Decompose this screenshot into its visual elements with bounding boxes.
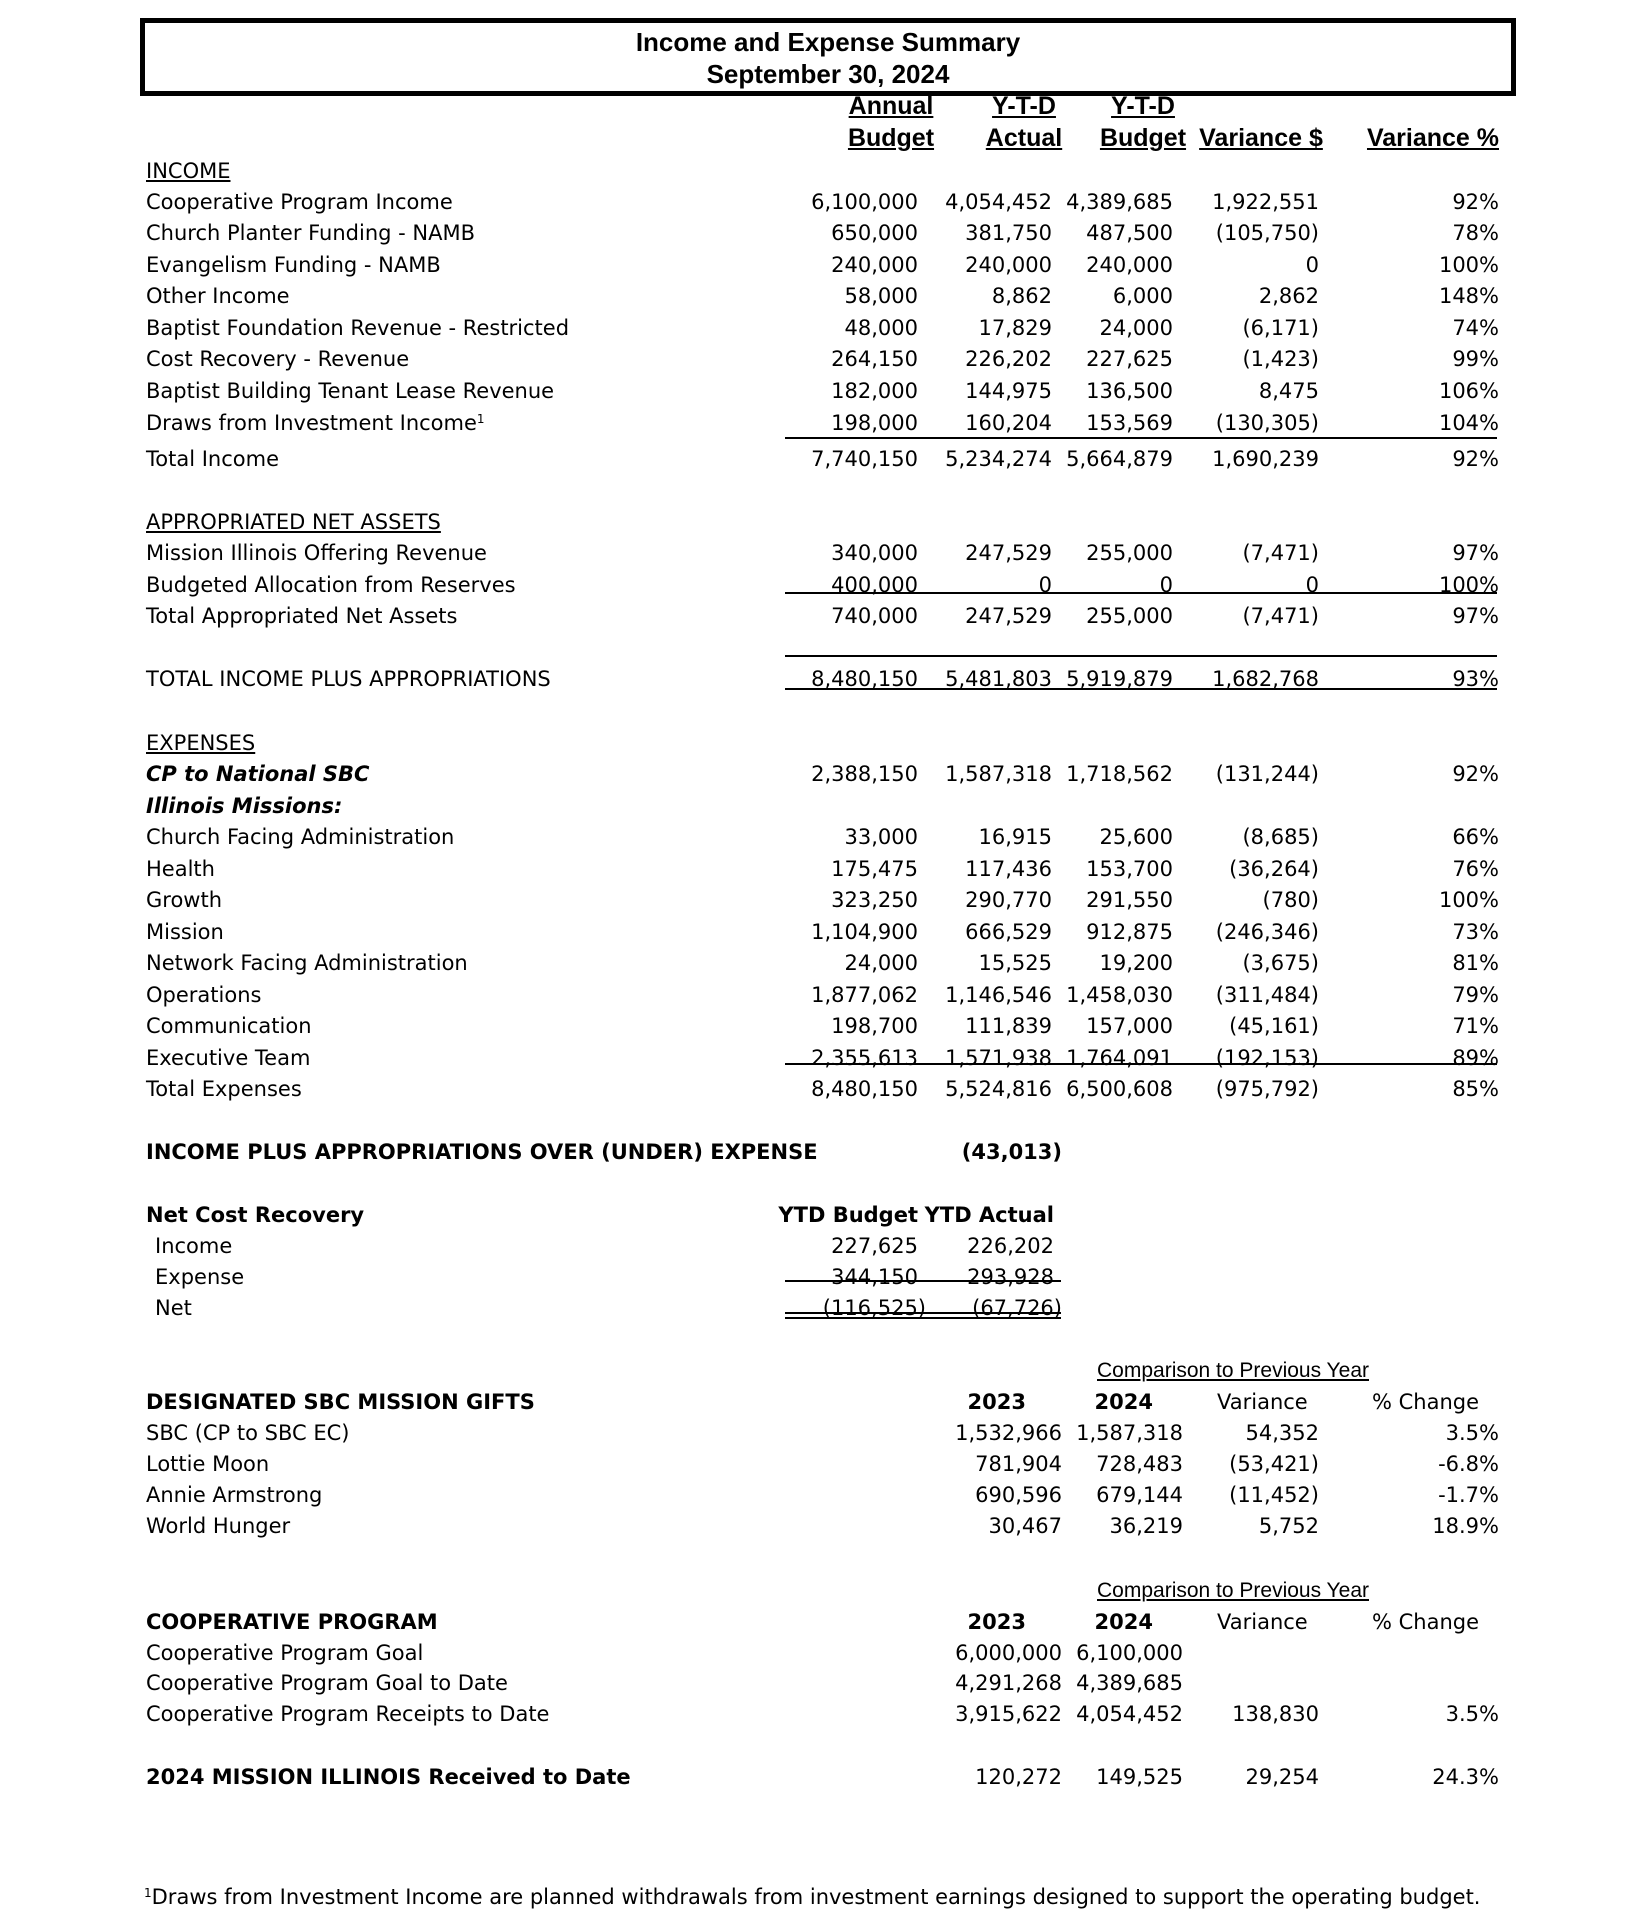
income-row-pct: 106%: [1438, 379, 1499, 403]
expense-row-annual: 198,700: [831, 1014, 918, 1038]
income-row-annual: 198,000: [831, 411, 918, 435]
designated-row-change: -1.7%: [1438, 1483, 1499, 1507]
income-total-actual: 5,234,274: [945, 447, 1052, 471]
designated-row-change: 3.5%: [1445, 1421, 1499, 1445]
income-row-pct: 92%: [1452, 190, 1499, 214]
rule-grand-total-top: [785, 655, 1497, 657]
appropriated-total-actual: 247,529: [965, 604, 1052, 628]
ncr-row-actual: 226,202: [967, 1234, 1054, 1258]
appropriated-row-label: Mission Illinois Offering Revenue: [146, 541, 487, 565]
expense-row-label: Executive Team: [146, 1046, 311, 1070]
grand-total-label: TOTAL INCOME PLUS APPROPRIATIONS: [146, 667, 551, 691]
income-row-actual: 4,054,452: [945, 190, 1052, 214]
designated-row-label: SBC (CP to SBC EC): [146, 1421, 350, 1445]
income-row-budget: 153,569: [1086, 411, 1173, 435]
designated-row-var: (11,452): [1229, 1483, 1319, 1507]
expenses-total-pct: 85%: [1452, 1077, 1499, 1101]
rule-ncr-net-bottom1: [785, 1312, 1061, 1314]
income-row-var: (1,423): [1242, 347, 1319, 371]
mission-illinois-row-change: 24.3%: [1432, 1765, 1499, 1789]
ncr-heading: Net Cost Recovery: [146, 1203, 365, 1227]
income-row-label: Other Income: [146, 284, 290, 308]
cooperative-row-label: Cooperative Program Goal: [146, 1641, 424, 1665]
income-row-label: Cooperative Program Income: [146, 190, 453, 214]
income-row-var: 2,862: [1258, 284, 1319, 308]
income-row-label: Cost Recovery - Revenue: [146, 347, 410, 371]
cp-national-row-pct: 92%: [1452, 762, 1499, 786]
expenses-total-actual: 5,524,816: [945, 1077, 1052, 1101]
grand-total-annual: 8,480,150: [811, 667, 918, 691]
income-row-actual: 17,829: [978, 316, 1052, 340]
cp-national-row-annual: 2,388,150: [811, 762, 918, 786]
income-row-pct: 104%: [1438, 411, 1499, 435]
grand-total-pct: 93%: [1452, 667, 1499, 691]
designated-row-y2024: 679,144: [1096, 1483, 1183, 1507]
income-row-var: (105,750): [1215, 221, 1319, 245]
expense-row-actual: 290,770: [965, 888, 1052, 912]
cp-national-row-var: (131,244): [1215, 762, 1319, 786]
expense-row-annual: 2,355,613: [811, 1046, 918, 1070]
expense-row-pct: 76%: [1452, 857, 1499, 881]
rule-ncr-net-top: [785, 1280, 1061, 1282]
cooperative-row-change: 3.5%: [1445, 1702, 1499, 1726]
expense-row-actual: 666,529: [965, 920, 1052, 944]
grand-total-var: 1,682,768: [1212, 667, 1319, 691]
designated-row-change: -6.8%: [1438, 1452, 1499, 1476]
expense-row-actual: 16,915: [978, 825, 1052, 849]
appropriated-row-pct: 100%: [1438, 573, 1499, 597]
income-row-annual: 58,000: [844, 284, 918, 308]
income-row-actual: 240,000: [965, 253, 1052, 277]
rule-appropriated-total: [785, 592, 1497, 594]
over-under-value: (43,013): [961, 1140, 1062, 1164]
footnote-text: Draws from Investment Income are planned withdrawals from investment earnings designed to support the operating budget.: [151, 1885, 1481, 1909]
income-row-budget: 240,000: [1086, 253, 1173, 277]
appropriated-total-label: Total Appropriated Net Assets: [146, 604, 458, 628]
income-row-actual: 8,862: [991, 284, 1052, 308]
expenses-total-budget: 6,500,608: [1066, 1077, 1173, 1101]
expense-row-label: Operations: [146, 983, 262, 1007]
expense-row-budget: 153,700: [1086, 857, 1173, 881]
income-row-pct: 78%: [1452, 221, 1499, 245]
income-row-pct: 148%: [1438, 284, 1499, 308]
cooperative-row-var: 138,830: [1232, 1702, 1319, 1726]
designated-row-y2023: 690,596: [975, 1483, 1062, 1507]
income-row-pct: 99%: [1452, 347, 1499, 371]
designated-col-2024: 2024: [1094, 1390, 1153, 1414]
ncr-col-actual: YTD Actual: [924, 1203, 1054, 1227]
expense-row-pct: 89%: [1452, 1046, 1499, 1070]
col-annual-line1: Annual: [848, 92, 934, 120]
appropriated-row-annual: 400,000: [831, 573, 918, 597]
expense-row-budget: 25,600: [1099, 825, 1173, 849]
mission-illinois-row-label: 2024 MISSION ILLINOIS Received to Date: [146, 1765, 631, 1789]
cooperative-heading: COOPERATIVE PROGRAM: [146, 1610, 438, 1634]
cooperative-row-y2023: 4,291,268: [955, 1671, 1062, 1695]
income-row-annual: 6,100,000: [811, 190, 918, 214]
income-row-actual: 226,202: [965, 347, 1052, 371]
designated-row-y2024: 36,219: [1109, 1514, 1183, 1538]
appropriated-row-var: 0: [1305, 573, 1319, 597]
ncr-row-actual: 293,928: [967, 1265, 1054, 1289]
income-row-actual: 160,204: [965, 411, 1052, 435]
income-row-label: [146, 410, 485, 436]
designated-row-label: Lottie Moon: [146, 1452, 270, 1476]
cooperative-col-change: % Change: [1372, 1610, 1480, 1634]
col-ytd-actual-line2: Actual: [985, 124, 1063, 152]
rule-income-total: [785, 437, 1497, 439]
report-title: Income and Expense Summary: [635, 27, 1021, 57]
ncr-row-label: Expense: [155, 1265, 245, 1289]
income-row-var: (130,305): [1215, 411, 1319, 435]
rule-ncr-net-bottom2: [785, 1317, 1061, 1319]
income-row-annual: 48,000: [844, 316, 918, 340]
expense-row-var: (3,675): [1242, 951, 1319, 975]
designated-row-y2023: 30,467: [988, 1514, 1062, 1538]
expense-row-budget: 291,550: [1086, 888, 1173, 912]
expense-row-budget: 19,200: [1099, 951, 1173, 975]
footnote: [144, 1884, 1480, 1910]
col-ytd-budget-line1: Y-T-D: [1111, 92, 1175, 120]
cp-national-row-budget: 1,718,562: [1066, 762, 1173, 786]
appropriated-row-actual: 247,529: [965, 541, 1052, 565]
report-title-box: [140, 18, 1516, 96]
col-ytd-budget-line2: Budget: [1099, 124, 1187, 152]
appropriated-row-budget: 255,000: [1086, 541, 1173, 565]
income-row-pct: 74%: [1452, 316, 1499, 340]
expense-row-label: Mission: [146, 920, 224, 944]
expense-row-budget: 1,764,091: [1066, 1046, 1173, 1070]
cooperative-col-variance: Variance: [1217, 1610, 1308, 1634]
designated-row-label: World Hunger: [146, 1514, 291, 1538]
grand-total-budget: 5,919,879: [1066, 667, 1173, 691]
designated-col-change: % Change: [1372, 1390, 1480, 1414]
expense-row-label: Health: [146, 857, 215, 881]
expense-row-label: Growth: [146, 888, 223, 912]
illinois-missions-label: Illinois Missions:: [146, 794, 343, 818]
appropriated-row-budget: 0: [1159, 573, 1173, 597]
appropriated-heading: APPROPRIATED NET ASSETS: [146, 510, 441, 534]
cooperative-row-y2023: 6,000,000: [955, 1641, 1062, 1665]
report-date: September 30, 2024: [706, 59, 950, 89]
expense-row-label: Church Facing Administration: [146, 825, 455, 849]
income-heading: INCOME: [146, 159, 231, 183]
designated-row-label: Annie Armstrong: [146, 1483, 323, 1507]
income-row-label: Evangelism Funding - NAMB: [146, 253, 441, 277]
appropriated-row-actual: 0: [1038, 573, 1052, 597]
designated-row-var: (53,421): [1229, 1452, 1319, 1476]
cooperative-row-y2023: 3,915,622: [955, 1702, 1062, 1726]
expense-row-annual: 1,104,900: [811, 920, 918, 944]
expense-row-actual: 111,839: [965, 1014, 1052, 1038]
ncr-row-label: Income: [155, 1234, 233, 1258]
designated-row-var: 5,752: [1258, 1514, 1319, 1538]
expense-row-pct: 73%: [1452, 920, 1499, 944]
expense-row-actual: 1,571,938: [945, 1046, 1052, 1070]
expense-row-var: (36,264): [1229, 857, 1319, 881]
income-row-label-text: Draws from Investment Income: [146, 411, 477, 435]
cp-national-row-label: CP to National SBC: [146, 762, 370, 786]
appropriated-total-var: (7,471): [1242, 604, 1319, 628]
appropriated-row-annual: 340,000: [831, 541, 918, 565]
cp-national-row-actual: 1,587,318: [945, 762, 1052, 786]
footnote-ref: 1: [476, 412, 485, 426]
designated-row-y2023: 1,532,966: [955, 1421, 1062, 1445]
income-row-budget: 136,500: [1086, 379, 1173, 403]
expense-row-actual: 117,436: [965, 857, 1052, 881]
expense-row-pct: 81%: [1452, 951, 1499, 975]
expense-row-var: (45,161): [1229, 1014, 1319, 1038]
mission-illinois-row-y2024: 149,525: [1096, 1765, 1183, 1789]
designated-heading: DESIGNATED SBC MISSION GIFTS: [146, 1390, 535, 1414]
ncr-row-actual: (67,726): [972, 1296, 1062, 1320]
appropriated-total-budget: 255,000: [1086, 604, 1173, 628]
designated-row-var: 54,352: [1245, 1421, 1319, 1445]
appropriated-total-annual: 740,000: [831, 604, 918, 628]
col-annual-line2: Budget: [847, 124, 935, 152]
cooperative-col-2024: 2024: [1094, 1610, 1153, 1634]
income-total-pct: 92%: [1452, 447, 1499, 471]
rule-expenses-total: [785, 1063, 1497, 1065]
expense-row-var: (780): [1262, 888, 1319, 912]
income-row-var: 1,922,551: [1212, 190, 1319, 214]
expenses-total-var: (975,792): [1215, 1077, 1319, 1101]
appropriated-row-label: Budgeted Allocation from Reserves: [146, 573, 516, 597]
income-row-annual: 650,000: [831, 221, 918, 245]
cooperative-row-y2024: 4,389,685: [1076, 1671, 1183, 1695]
col-variance-pct: Variance %: [1366, 124, 1500, 152]
expenses-total-label: Total Expenses: [146, 1077, 302, 1101]
income-row-budget: 24,000: [1099, 316, 1173, 340]
income-row-annual: 264,150: [831, 347, 918, 371]
mission-illinois-row-var: 29,254: [1245, 1765, 1319, 1789]
over-under-label: INCOME PLUS APPROPRIATIONS OVER (UNDER) EXPENSE: [146, 1140, 818, 1164]
appropriated-total-pct: 97%: [1452, 604, 1499, 628]
expense-row-var: (8,685): [1242, 825, 1319, 849]
footnote-mark: 1: [144, 1886, 152, 1900]
expense-row-annual: 1,877,062: [811, 983, 918, 1007]
designated-row-y2023: 781,904: [975, 1452, 1062, 1476]
income-row-actual: 144,975: [965, 379, 1052, 403]
designated-col-2023: 2023: [967, 1390, 1026, 1414]
expense-row-pct: 100%: [1438, 888, 1499, 912]
expense-row-budget: 912,875: [1086, 920, 1173, 944]
income-row-var: 0: [1305, 253, 1319, 277]
expense-row-annual: 175,475: [831, 857, 918, 881]
income-row-annual: 240,000: [831, 253, 918, 277]
income-row-var: 8,475: [1258, 379, 1319, 403]
income-total-annual: 7,740,150: [811, 447, 918, 471]
income-row-budget: 487,500: [1086, 221, 1173, 245]
expenses-heading: EXPENSES: [146, 731, 256, 755]
expense-row-budget: 1,458,030: [1066, 983, 1173, 1007]
expenses-total-annual: 8,480,150: [811, 1077, 918, 1101]
ncr-col-budget: YTD Budget: [778, 1203, 918, 1227]
cooperative-col-2023: 2023: [967, 1610, 1026, 1634]
income-row-pct: 100%: [1438, 253, 1499, 277]
ncr-row-label: Net: [155, 1296, 192, 1320]
expense-row-budget: 157,000: [1086, 1014, 1173, 1038]
expense-row-annual: 323,250: [831, 888, 918, 912]
income-row-label: Church Planter Funding - NAMB: [146, 221, 476, 245]
income-row-actual: 381,750: [965, 221, 1052, 245]
mission-illinois-row-y2023: 120,272: [975, 1765, 1062, 1789]
grand-total-actual: 5,481,803: [945, 667, 1052, 691]
income-total-label: Total Income: [146, 447, 279, 471]
designated-comparison-label: Comparison to Previous Year: [1097, 1359, 1369, 1382]
expense-row-actual: 15,525: [978, 951, 1052, 975]
expense-row-var: (246,346): [1215, 920, 1319, 944]
cooperative-row-y2024: 4,054,452: [1076, 1702, 1183, 1726]
income-row-var: (6,171): [1242, 316, 1319, 340]
ncr-row-budget: 227,625: [831, 1234, 918, 1258]
col-variance-dollar: Variance $: [1199, 124, 1323, 152]
expense-row-pct: 79%: [1452, 983, 1499, 1007]
cooperative-row-y2024: 6,100,000: [1076, 1641, 1183, 1665]
cooperative-row-label: Cooperative Program Goal to Date: [146, 1671, 508, 1695]
income-row-budget: 6,000: [1112, 284, 1173, 308]
income-row-budget: 227,625: [1086, 347, 1173, 371]
appropriated-row-var: (7,471): [1242, 541, 1319, 565]
ncr-row-budget: (116,525): [822, 1296, 926, 1320]
appropriated-row-pct: 97%: [1452, 541, 1499, 565]
cooperative-comparison-label: Comparison to Previous Year: [1097, 1579, 1369, 1602]
rule-grand-total-bottom: [785, 688, 1497, 690]
expense-row-label: Communication: [146, 1014, 312, 1038]
designated-row-y2024: 728,483: [1096, 1452, 1183, 1476]
ncr-row-budget: 344,150: [831, 1265, 918, 1289]
designated-col-variance: Variance: [1217, 1390, 1308, 1414]
cooperative-row-label: Cooperative Program Receipts to Date: [146, 1702, 550, 1726]
expense-row-annual: 24,000: [844, 951, 918, 975]
expense-row-pct: 71%: [1452, 1014, 1499, 1038]
income-row-label: Baptist Building Tenant Lease Revenue: [146, 379, 555, 403]
income-row-annual: 182,000: [831, 379, 918, 403]
expense-row-var: (311,484): [1215, 983, 1319, 1007]
expense-row-actual: 1,146,546: [945, 983, 1052, 1007]
income-row-budget: 4,389,685: [1066, 190, 1173, 214]
income-total-var: 1,690,239: [1212, 447, 1319, 471]
income-row-label: Baptist Foundation Revenue - Restricted: [146, 316, 570, 340]
designated-row-change: 18.9%: [1432, 1514, 1499, 1538]
expense-row-pct: 66%: [1452, 825, 1499, 849]
designated-row-y2024: 1,587,318: [1076, 1421, 1183, 1445]
expense-row-var: (192,153): [1215, 1046, 1319, 1070]
expense-row-annual: 33,000: [844, 825, 918, 849]
col-ytd-actual-line1: Y-T-D: [992, 92, 1056, 120]
expense-row-label: Network Facing Administration: [146, 951, 468, 975]
income-total-budget: 5,664,879: [1066, 447, 1173, 471]
